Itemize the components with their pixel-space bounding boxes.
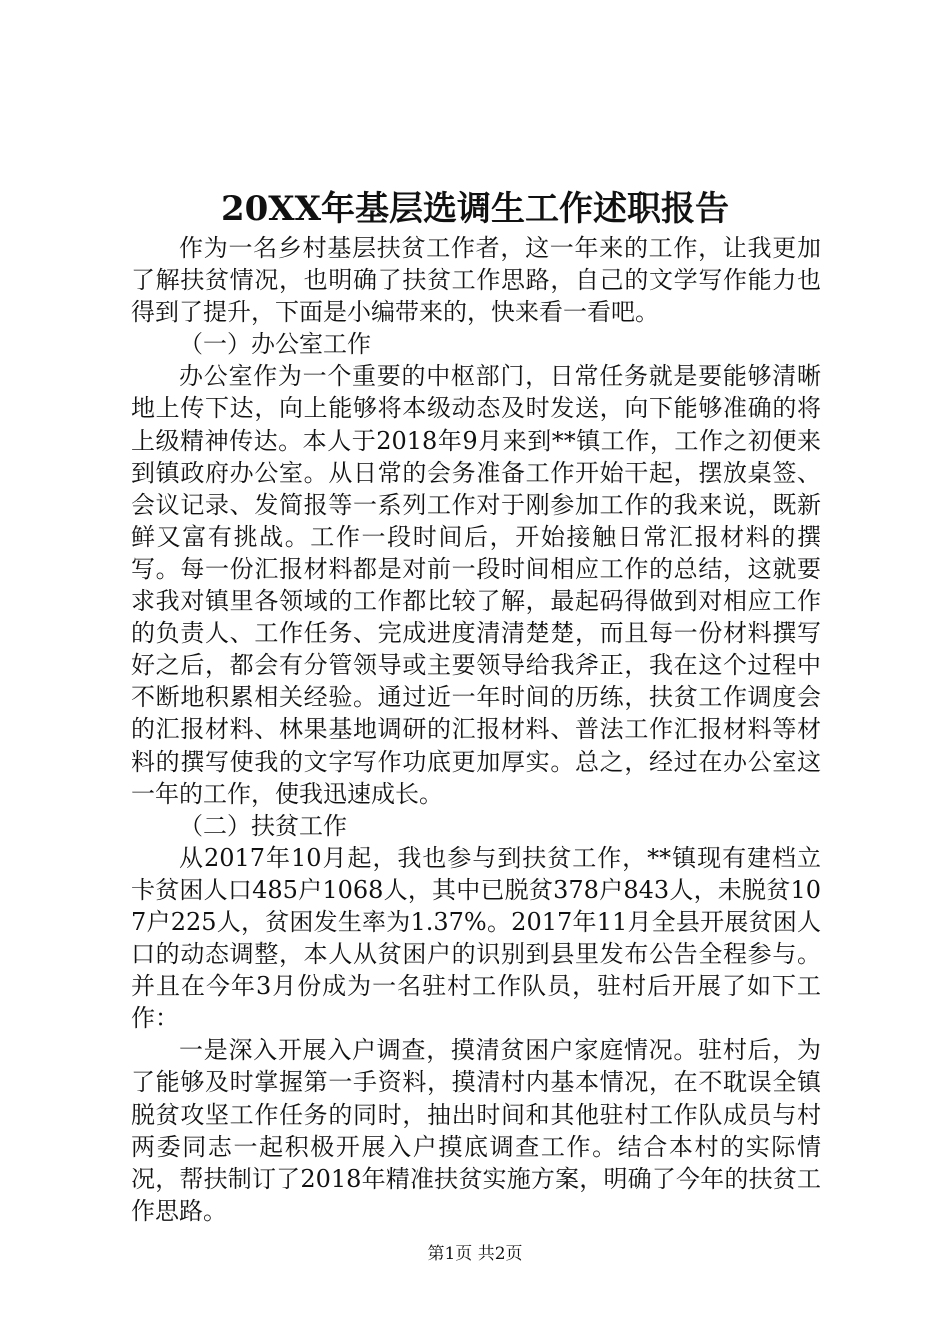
- document-body: [131, 232, 821, 1227]
- household-survey-paragraph: 一是深入开展入户调查，摸清贫困户家庭情况。驻村后，为了能够及时掌握第一手资料，摸清村内基本情况，在不耽误全镇脱贫攻坚工作任务的同时，抽出时间和其他驻村工作队成员与村两委同志一起积极开展入户摸底调查工作。结合本村的实际情况，帮扶制订了2018年精准扶贫实施方案，明确了今年的扶贫工作思路。: [131, 1036, 821, 1225]
- office-work-paragraph: 办公室作为一个重要的中枢部门，日常任务就是要能够清晰地上传下达，向上能够将本级动态及时发送，向下能够准确的将上级精神传达。本人于2018年9月来到**镇工作，工作之初便来到镇政府办公室。从日常的会务准备工作开始干起，摆放桌签、会议记录、发简报等一系列工作对于刚参加工作的我来说，既新鲜又富有挑战。工作一段时间后，开始接触日常汇报材料的撰写。每一份汇报材料都是对前一段时间相应工作的总结，这就要求我对镇里各领域的工作都比较了解，最起码得做到对相应工作的负责人、工作任务、完成进度清清楚楚，而且每一份材料撰写好之后，都会有分管领导或主要领导给我斧正，我在这个过程中不断地积累相关经验。通过近一年时间的历练，扶贫工作调度会的汇报材料、林果基地调研的汇报材料、普法工作汇报材料等材料的撰写使我的文字写作功底更加厚实。总之，经过在办公室这一年的工作，使我迅速成长。: [131, 362, 821, 808]
- document-title: 20XX年基层选调生工作述职报告: [220, 189, 730, 229]
- section-heading-poverty: （二）扶贫工作: [179, 811, 347, 840]
- intro-paragraph: 作为一名乡村基层扶贫工作者，这一年来的工作，让我更加了解扶贫情况，也明确了扶贫工作思路，自己的文学写作能力也得到了提升，下面是小编带来的，快来看一看吧。: [131, 234, 821, 327]
- poverty-work-paragraph: 从2017年10月起，我也参与到扶贫工作，**镇现有建档立卡贫困人口485户1068人，其中已脱贫378户843人，未脱贫107户225人，贫困发生率为1.37%。2017年11月全县开展贫困人口的动态调整，本人从贫困户的识别到县里发布公告全程参与。并且在今年3月份成为一名驻村工作队员，驻村后开展了如下工作：: [131, 843, 821, 1033]
- page-number-footer: 第1页 共2页: [427, 1244, 523, 1264]
- section-heading-office: （一）办公室工作: [179, 330, 371, 359]
